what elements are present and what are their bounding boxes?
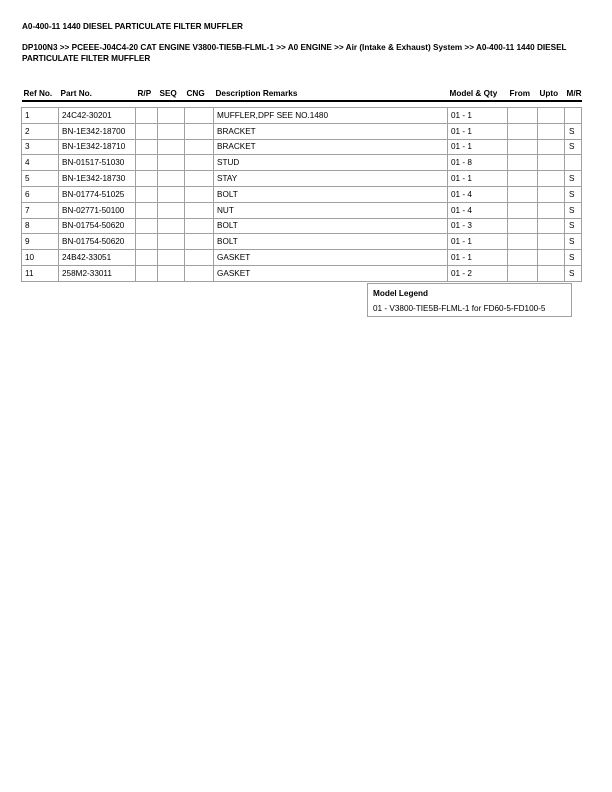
cell-model: 01 - 1: [448, 171, 508, 187]
cell-cng: [185, 202, 214, 218]
model-legend-title: Model Legend: [373, 289, 429, 298]
cell-rp: [136, 265, 158, 281]
cell-part: BN-01517-51030: [59, 155, 136, 171]
model-legend-entry: 01 - V3800-TIE5B-FLML-1 for FD60-5-FD100-5: [373, 304, 546, 313]
cell-seq: [158, 139, 185, 155]
table-row: [22, 234, 582, 250]
cell-upto: [538, 186, 565, 202]
table-row: [22, 250, 582, 266]
cell-ref: 4: [22, 155, 59, 171]
cell-mr: S: [565, 139, 582, 155]
cell-desc: BOLT: [214, 218, 448, 234]
cell-model: 01 - 3: [448, 218, 508, 234]
cell-model: 01 - 8: [448, 155, 508, 171]
cell-desc: NUT: [214, 202, 448, 218]
table-row: [22, 139, 582, 155]
cell-seq: [158, 171, 185, 187]
cell-part: BN-01754-50620: [59, 218, 136, 234]
cell-rp: [136, 250, 158, 266]
cell-mr: [565, 155, 582, 171]
cell-from: [508, 250, 538, 266]
cell-desc: BRACKET: [214, 139, 448, 155]
col-header-from: From: [508, 87, 538, 101]
cell-desc: BOLT: [214, 186, 448, 202]
cell-upto: [538, 155, 565, 171]
cell-model: 01 - 4: [448, 202, 508, 218]
cell-seq: [158, 202, 185, 218]
cell-cng: [185, 171, 214, 187]
col-header-mr: M/R: [565, 87, 582, 101]
cell-part: 258M2-33011: [59, 265, 136, 281]
cell-seq: [158, 265, 185, 281]
cell-mr: S: [565, 218, 582, 234]
cell-from: [508, 123, 538, 139]
cell-seq: [158, 186, 185, 202]
cell-from: [508, 234, 538, 250]
cell-upto: [538, 108, 565, 124]
cell-rp: [136, 202, 158, 218]
table-row: [22, 265, 582, 281]
table-row: [22, 171, 582, 187]
cell-model: 01 - 1: [448, 123, 508, 139]
cell-upto: [538, 218, 565, 234]
cell-mr: S: [565, 234, 582, 250]
cell-cng: [185, 218, 214, 234]
col-header-upto: Upto: [538, 87, 565, 101]
cell-part: BN-01754-50620: [59, 234, 136, 250]
cell-ref: 9: [22, 234, 59, 250]
cell-seq: [158, 123, 185, 139]
cell-mr: S: [565, 265, 582, 281]
cell-rp: [136, 171, 158, 187]
cell-cng: [185, 108, 214, 124]
cell-part: 24B42-33051: [59, 250, 136, 266]
cell-part: BN-1E342-18710: [59, 139, 136, 155]
cell-from: [508, 186, 538, 202]
parts-table: [21, 87, 582, 282]
cell-ref: 10: [22, 250, 59, 266]
cell-mr: S: [565, 123, 582, 139]
cell-ref: 7: [22, 202, 59, 218]
cell-mr: S: [565, 186, 582, 202]
cell-cng: [185, 155, 214, 171]
cell-model: 01 - 1: [448, 234, 508, 250]
cell-cng: [185, 123, 214, 139]
cell-desc: BRACKET: [214, 123, 448, 139]
cell-seq: [158, 108, 185, 124]
col-header-rp: R/P: [136, 87, 158, 101]
cell-part: BN-02771-50100: [59, 202, 136, 218]
cell-upto: [538, 202, 565, 218]
cell-upto: [538, 250, 565, 266]
parts-table-body: [22, 101, 582, 281]
cell-cng: [185, 234, 214, 250]
cell-cng: [185, 186, 214, 202]
cell-from: [508, 139, 538, 155]
cell-rp: [136, 218, 158, 234]
cell-desc: STUD: [214, 155, 448, 171]
cell-rp: [136, 234, 158, 250]
cell-desc: STAY: [214, 171, 448, 187]
cell-from: [508, 155, 538, 171]
cell-cng: [185, 250, 214, 266]
cell-model: 01 - 1: [448, 139, 508, 155]
cell-desc: BOLT: [214, 234, 448, 250]
cell-seq: [158, 155, 185, 171]
table-row: [22, 108, 582, 124]
cell-seq: [158, 250, 185, 266]
breadcrumb: DP100N3 >> PCEEE-J04C4-20 CAT ENGINE V3800-TIE5B-FLML-1 >> A0 ENGINE >> Air (Intake & Exhaust) System >> A0-400-11 1440 DIESEL PARTICULATE FILTER MUFFLER: [22, 43, 567, 63]
cell-desc: GASKET: [214, 250, 448, 266]
cell-ref: 6: [22, 186, 59, 202]
cell-mr: S: [565, 250, 582, 266]
page-title: A0-400-11 1440 DIESEL PARTICULATE FILTER MUFFLER: [22, 22, 243, 31]
cell-rp: [136, 108, 158, 124]
cell-mr: S: [565, 202, 582, 218]
cell-model: 01 - 2: [448, 265, 508, 281]
cell-mr: S: [565, 171, 582, 187]
cell-part: 24C42-30201: [59, 108, 136, 124]
cell-model: 01 - 4: [448, 186, 508, 202]
col-header-part: Part No.: [59, 87, 136, 101]
cell-part: BN-1E342-18730: [59, 171, 136, 187]
cell-mr: [565, 108, 582, 124]
model-legend: [367, 283, 572, 317]
cell-ref: 8: [22, 218, 59, 234]
cell-model: 01 - 1: [448, 250, 508, 266]
table-row: [22, 218, 582, 234]
col-header-ref: Ref No.: [22, 87, 59, 101]
cell-rp: [136, 155, 158, 171]
cell-from: [508, 171, 538, 187]
col-header-seq: SEQ: [158, 87, 185, 101]
cell-cng: [185, 265, 214, 281]
col-header-desc: Description Remarks: [214, 87, 448, 101]
cell-seq: [158, 234, 185, 250]
table-row: [22, 155, 582, 171]
cell-upto: [538, 234, 565, 250]
table-header-row: [22, 87, 582, 101]
cell-desc: GASKET: [214, 265, 448, 281]
cell-ref: 5: [22, 171, 59, 187]
cell-from: [508, 265, 538, 281]
cell-rp: [136, 186, 158, 202]
table-row: [22, 186, 582, 202]
cell-ref: 3: [22, 139, 59, 155]
cell-part: BN-1E342-18700: [59, 123, 136, 139]
col-header-cng: CNG: [185, 87, 214, 101]
cell-desc: MUFFLER,DPF SEE NO.1480: [214, 108, 448, 124]
cell-cng: [185, 139, 214, 155]
cell-ref: 2: [22, 123, 59, 139]
cell-rp: [136, 123, 158, 139]
cell-upto: [538, 139, 565, 155]
cell-seq: [158, 218, 185, 234]
cell-from: [508, 108, 538, 124]
table-row: [22, 123, 582, 139]
cell-ref: 1: [22, 108, 59, 124]
cell-from: [508, 218, 538, 234]
table-row: [22, 202, 582, 218]
cell-part: BN-01774-51025: [59, 186, 136, 202]
cell-upto: [538, 171, 565, 187]
cell-rp: [136, 139, 158, 155]
cell-upto: [538, 123, 565, 139]
col-header-model: Model & Qty: [448, 87, 508, 101]
cell-ref: 11: [22, 265, 59, 281]
cell-model: 01 - 1: [448, 108, 508, 124]
cell-upto: [538, 265, 565, 281]
cell-from: [508, 202, 538, 218]
